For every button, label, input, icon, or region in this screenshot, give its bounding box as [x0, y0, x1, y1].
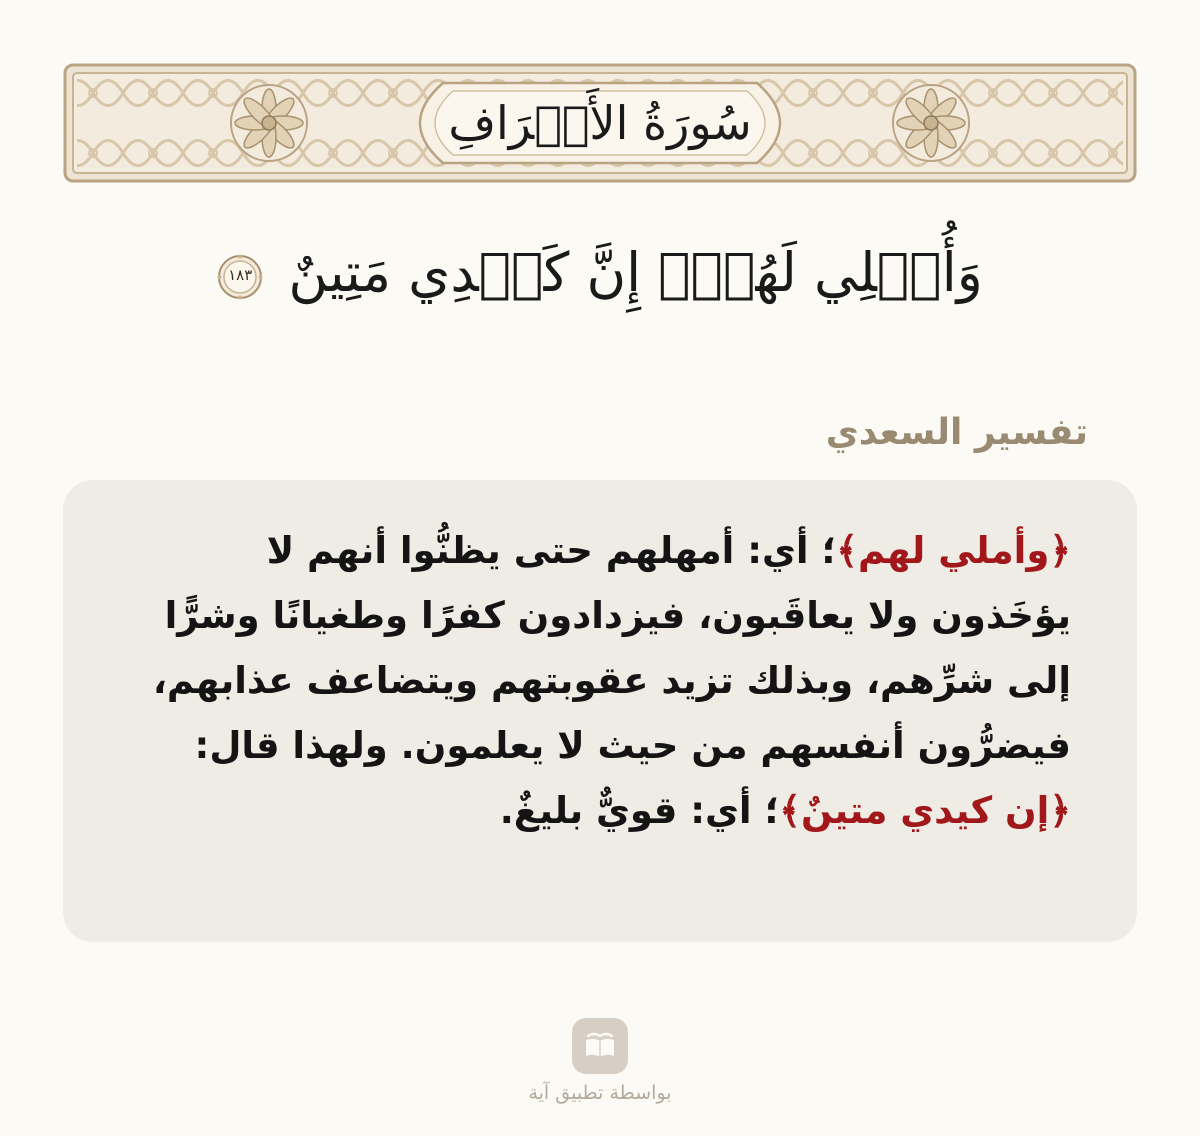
tafsir-text-part-2: ؛ أي: قويٌّ بليغٌ.: [499, 789, 780, 832]
tafsir-paragraph: [129, 518, 1071, 843]
verse-text: وَأُمۡلِي لَهُمۡۚ إِنَّ كَيۡدِي مَتِينٌ: [288, 241, 983, 304]
app-logo: [572, 1018, 628, 1074]
ayah-number-marker: [217, 254, 263, 300]
surah-title: سُورَةُ الأَعۡرَافِ: [448, 96, 752, 150]
tafsir-card: [63, 480, 1137, 942]
quran-quote-1: ﴿وأملي لهم﴾: [836, 529, 1071, 572]
ayah-number: ١٨٣: [228, 266, 253, 284]
verse-text-line: [0, 238, 1200, 308]
tafsir-text-part-1: ؛ أي: أمهلهم حتى يظنُّوا أنهم لا يؤخَذون ولا يعاقَبون، فيزدادون كفرًا وطغيانًا وشرًّا إلى شرِّهم، وبذلك تزيد عقوبتهم ويتضاعف عذابهم، فيضرُّون أنفسهم من حيث لا يعلمون. ولهذا قال:: [152, 529, 1071, 767]
tafsir-source-heading: تفسير السعدي: [825, 412, 1088, 453]
footer-attribution: بواسطة تطبيق آية: [528, 1082, 672, 1104]
open-book-icon: [572, 1018, 628, 1074]
surah-header-banner: [63, 63, 1137, 183]
quran-quote-2: ﴿إن كيدي متينٌ﴾: [779, 789, 1071, 832]
